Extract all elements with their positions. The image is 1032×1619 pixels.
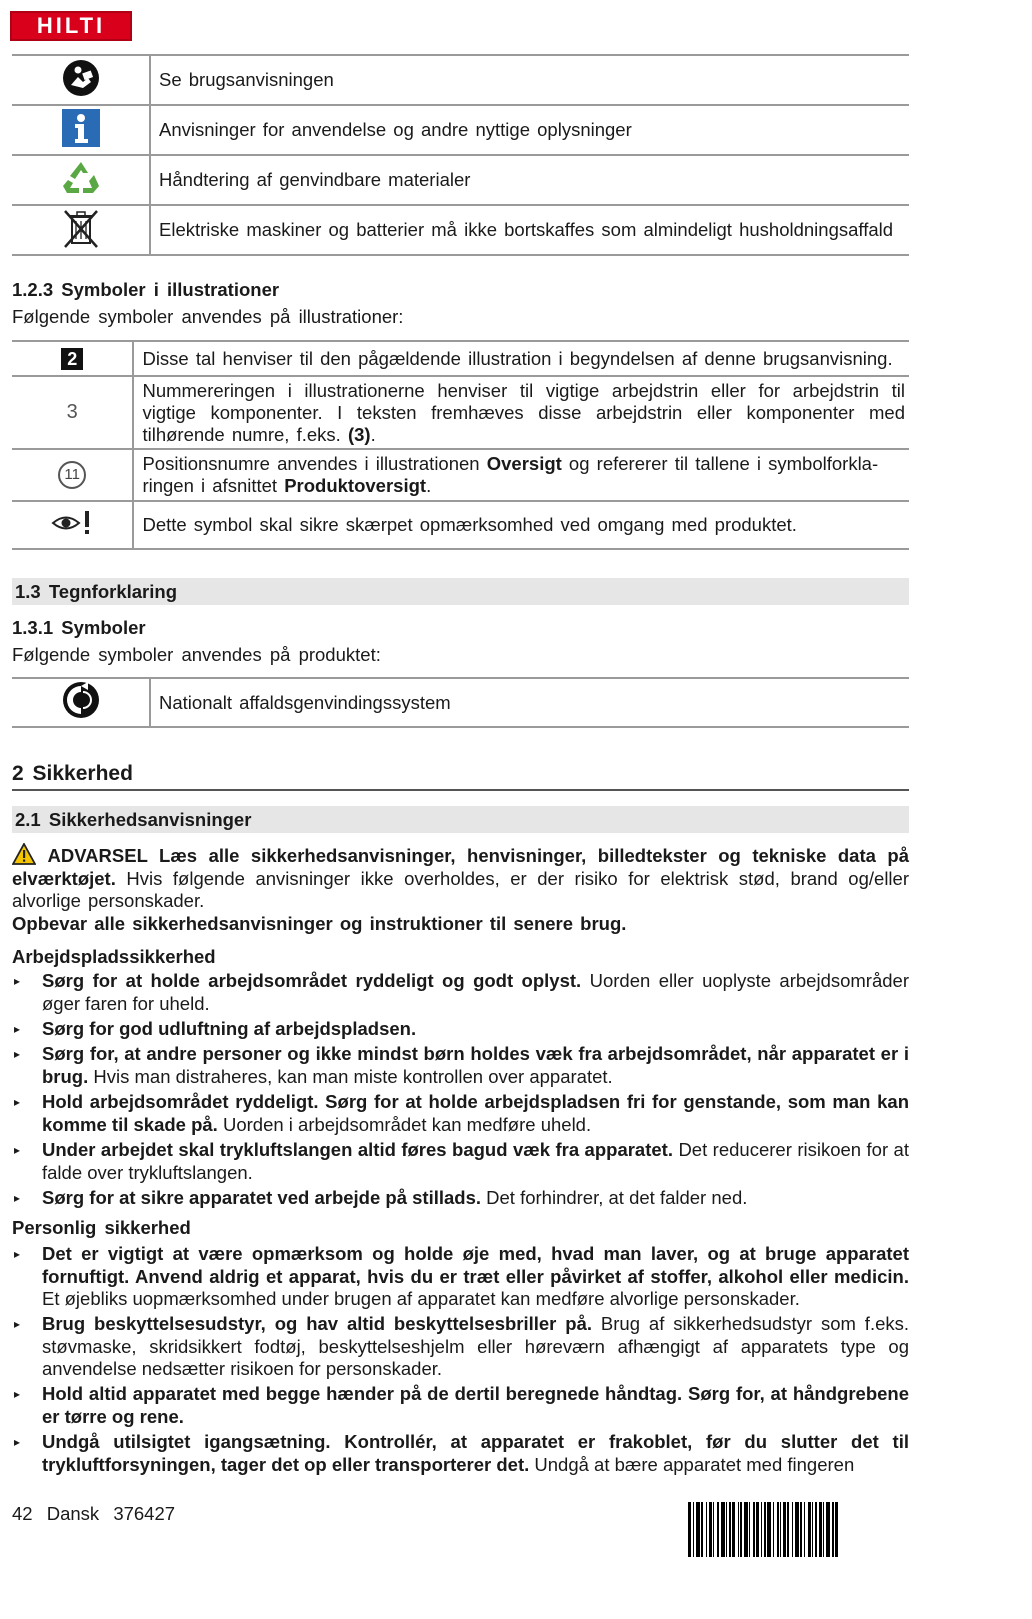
green-dot-icon [12, 678, 150, 727]
table-row [12, 376, 909, 449]
table-row [12, 341, 909, 376]
item-text: Hvis man distraheres, kan man miste kontrollen over apparatet. [88, 1065, 613, 1087]
subsection-heading: 1.3.1 Symboler [12, 617, 146, 638]
symbol-text: Nationalt affaldsgenvindingssystem [150, 678, 909, 727]
section-intro: Følgende symboler anvendes på illustrationer: [12, 306, 404, 327]
table-row [12, 105, 909, 155]
illustration-symbols-table [12, 340, 909, 550]
section-band: 1.3 Tegnforklaring [12, 578, 909, 605]
item-bold: Sørg for, at andre personer og ikke mindst børn holdes væk fra arbejdsområdet, når apparatet er i brug. [42, 1043, 909, 1087]
item-text: Uorden i arbejdsområdet kan medføre uheld. [217, 1113, 592, 1135]
workplace-heading: Arbejdspladssikkerhed [12, 946, 216, 967]
item-bold: Hold altid apparatet med begge hænder på de dertil beregnede håndtag. Sørg for, at håndgrebene er tørre og rene. [42, 1383, 909, 1427]
item-text: Det reducerer risikoen for at falde over trykluftslangen. [42, 1139, 909, 1183]
bullet-icon: ▸ [14, 1143, 21, 1157]
chapter-rule [12, 789, 909, 791]
figure-number-badge [12, 341, 133, 376]
text-end: . [426, 475, 432, 496]
warning-text: Hvis følgende anvisninger ikke overholdes, er der risiko for elektrisk stød, brand og/eller alvorlige personskader. [12, 867, 909, 911]
bullet-icon: ▸ [14, 974, 21, 988]
bullet-icon: ▸ [14, 1387, 21, 1401]
text-part: Positionsnumre anvendes i illustrationen [142, 453, 487, 474]
position-number-circle [12, 449, 133, 501]
list-item [12, 1091, 909, 1136]
item-bold: Brug beskyttelsesudstyr, og hav altid beskyttelsesbriller på. [42, 1313, 593, 1334]
crossed-bin-icon [12, 205, 150, 255]
list-item [12, 1139, 909, 1184]
footer-code: 376427 [113, 1503, 176, 1524]
section-heading: 1.2.3 Symboler i illustrationer [12, 279, 280, 300]
warning-paragraph [12, 843, 909, 913]
item-text: Det forhindrer, at det falder ned. [481, 1187, 748, 1208]
chapter-title: 2 Sikkerhed [12, 762, 133, 785]
table-row [12, 205, 909, 255]
text-part: og refererer til tallene i symbolforkla-ringen i afsnittet [142, 453, 879, 496]
symbol-text [133, 449, 909, 501]
page-number: 42 [12, 1503, 33, 1524]
list-item [12, 970, 909, 1015]
list-item [12, 1383, 909, 1428]
product-symbols-table [12, 677, 909, 728]
text-bold: Produktoversigt [284, 475, 427, 496]
item-bold: Sørg for at sikre apparatet ved arbejde på stillads. [42, 1187, 482, 1208]
text-end: . [370, 423, 376, 445]
item-text: Brug af sikkerhedsudstyr som f.eks. støvmaske, skridsikkert fodtøj, beskyttelseshjelm eller høreværn afhængigt af apparatets type og anvendelse nedsætter risikoen for personskader. [42, 1313, 910, 1379]
table-row [12, 501, 909, 549]
warning-bold: ADVARSEL Læs alle sikkerhedsanvisninger, henvisninger, billedtekster og tekniske data på elværktøjet. [12, 845, 910, 889]
symbol-text: Anvisninger for anvendelse og andre nyttige oplysninger [150, 105, 909, 155]
list-item [12, 1187, 909, 1210]
item-text: Et øjebliks uopmærksomhed under brugen af apparatet kan medføre alvorlige personskader. [42, 1288, 800, 1309]
item-bold: Sørg for god udluftning af arbejdspladsen. [42, 1018, 417, 1039]
text-bold: (3) [347, 423, 371, 445]
manual-icon [12, 55, 150, 105]
table-row [12, 155, 909, 205]
personal-heading: Personlig sikkerhed [12, 1217, 191, 1238]
item-bold: Sørg for at holde arbejdsområdet ryddeligt og godt oplyst. [42, 970, 582, 991]
bullet-icon: ▸ [14, 1095, 21, 1109]
symbol-text: Elektriske maskiner og batterier må ikke bortskaffes som almindeligt husholdningsaffald [150, 205, 909, 255]
list-item [12, 1243, 909, 1311]
symbol-text: Dette symbol skal sikre skærpet opmærksomhed ved omgang med produktet. [133, 501, 909, 549]
list-item [12, 1043, 909, 1088]
item-text: Uorden eller uoplyste arbejdsområder øger faren for uheld. [42, 970, 909, 1014]
barcode [688, 1502, 906, 1557]
page-footer [12, 1503, 175, 1525]
text-bold: Oversigt [486, 453, 562, 474]
recycle-icon [12, 155, 150, 205]
table-row [12, 449, 909, 501]
list-item [12, 1313, 909, 1381]
position-number-label: 11 [58, 461, 86, 489]
bullet-icon: ▸ [14, 1022, 21, 1036]
bullet-icon: ▸ [14, 1317, 21, 1331]
list-item [12, 1018, 909, 1041]
item-bold: Hold arbejdsområdet ryddeligt. Sørg for at holde arbejdspladsen fri for genstande, som man kan komme til skade på. [42, 1091, 909, 1135]
eye-attention-icon [12, 501, 133, 549]
list-item [12, 1431, 909, 1476]
table-row [12, 55, 909, 105]
document-symbols-table [12, 54, 909, 256]
item-text: Undgå at bære apparatet med fingeren [529, 1453, 855, 1475]
text-part: Nummereringen i illustrationerne henviser til vigtige arbejdstrin eller for arbejdstrin til vigtige komponenter. I teksten fremhæves disse arbejdstrin eller komponenter med tilhørende numre, f.eks. [142, 379, 905, 445]
keep-instructions: Opbevar alle sikkerhedsanvisninger og instruktioner til senere brug. [12, 913, 627, 934]
warning-icon [12, 843, 36, 865]
symbol-text: Disse tal henviser til den pågældende illustration i begyndelsen af denne brugsanvisning. [133, 341, 909, 376]
section-intro: Følgende symboler anvendes på produktet: [12, 644, 381, 665]
symbol-text: Se brugsanvisningen [150, 55, 909, 105]
bullet-icon: ▸ [14, 1435, 21, 1449]
step-number-label: 3 [66, 401, 78, 423]
badge-label: 2 [61, 348, 83, 370]
step-number [12, 376, 133, 449]
bullet-icon: ▸ [14, 1247, 21, 1261]
item-bold: Under arbejdet skal trykluftslangen altid føres bagud væk fra apparatet. [42, 1139, 673, 1160]
hilti-logo [10, 11, 132, 41]
footer-language: Dansk [46, 1503, 100, 1524]
section-band: 2.1 Sikkerhedsanvisninger [12, 806, 909, 833]
table-row [12, 678, 909, 727]
bullet-icon: ▸ [14, 1047, 21, 1061]
logo-text: HILTI [36, 13, 106, 38]
symbol-text [133, 376, 909, 449]
item-bold: Undgå utilsigtet igangsætning. Kontrollér, at apparatet er frakoblet, før du slutter det til trykluftforsyningen, tager det op eller transporterer det. [42, 1431, 909, 1475]
item-bold: Det er vigtigt at være opmærksom og holde øje med, hvad man laver, og at bruge apparatet fornuftigt. Anvend aldrig et apparat, hvis du er træt eller påvirket af stoffer, alkohol eller medicin. [42, 1243, 909, 1287]
bullet-icon: ▸ [14, 1191, 21, 1205]
info-icon [12, 105, 150, 155]
symbol-text: Håndtering af genvindbare materialer [150, 155, 909, 205]
